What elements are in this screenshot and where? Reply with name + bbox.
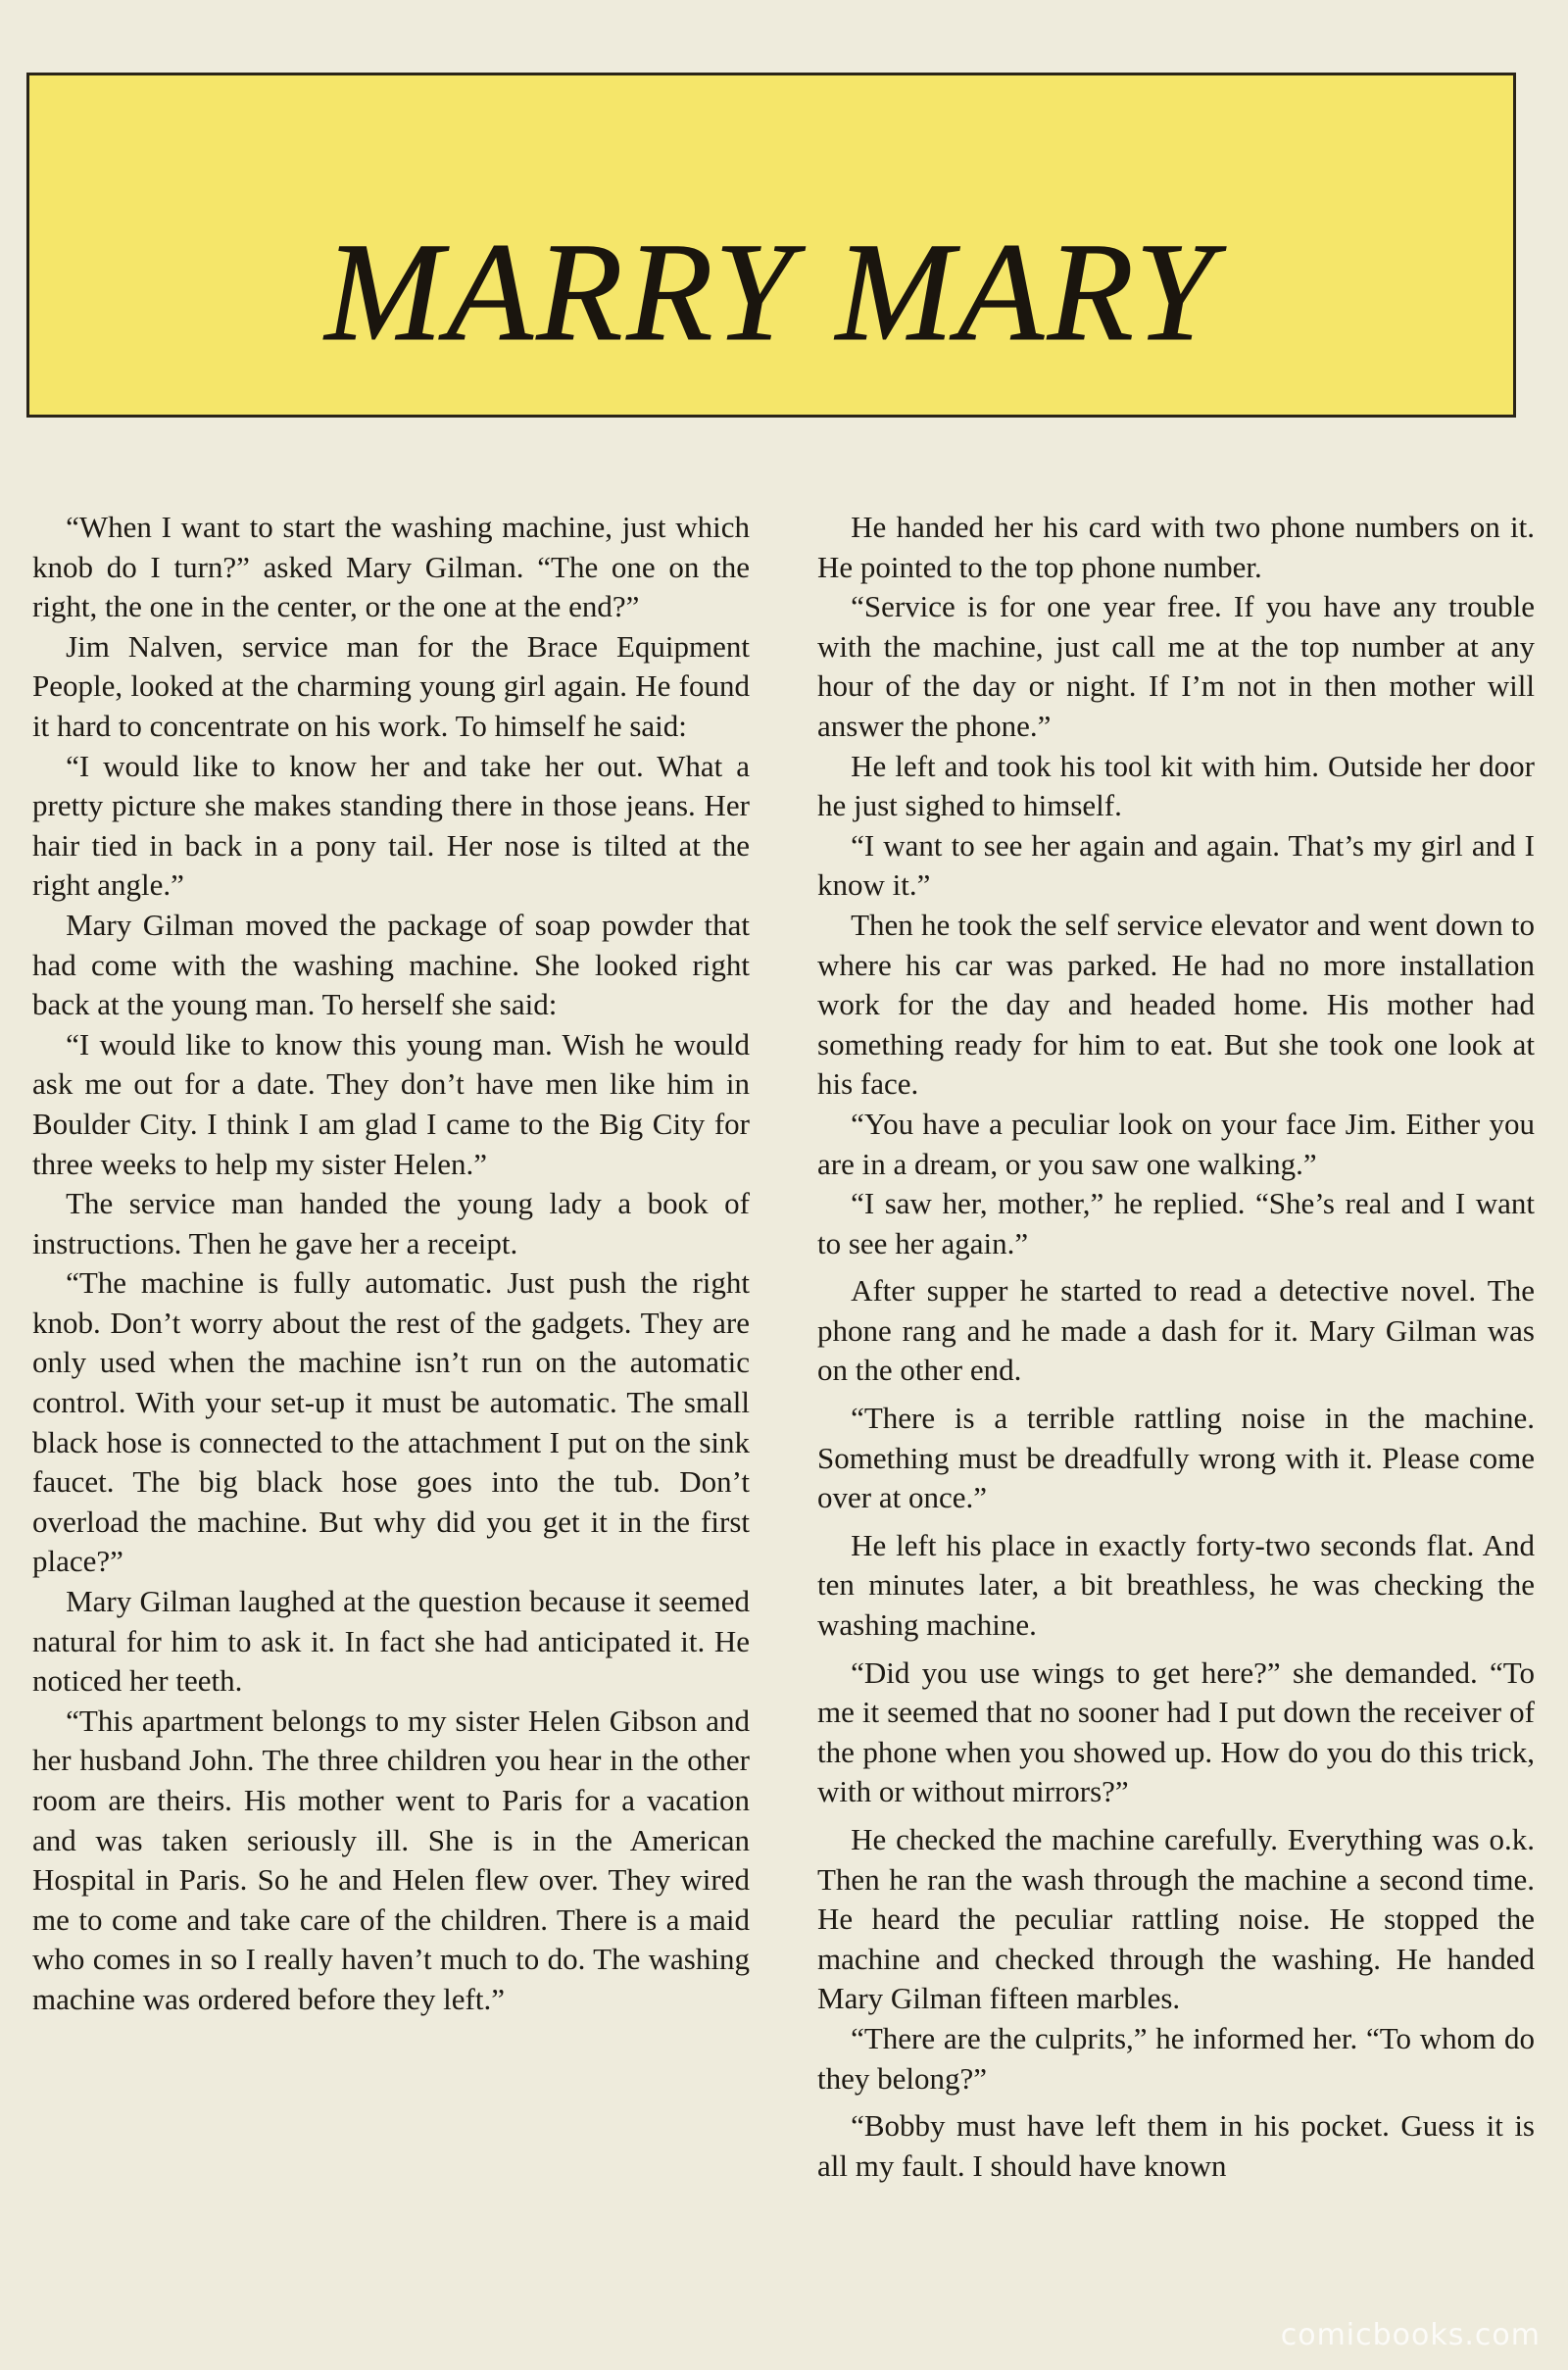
paragraph: Mary Gilman moved the package of soap powder that had come with the washing machine. She looked right back at the young man. To herself she said: — [32, 907, 750, 1022]
paragraph: “I would like to know her and take her out. What a pretty picture she makes standing there in those jeans. Her hair tied in back in a pony tail. Her nose is tilted at the right angle.” — [32, 748, 750, 903]
paragraph: He handed her his card with two phone numbers on it. He pointed to the top phone number. — [817, 510, 1535, 584]
paragraph: He left and took his tool kit with him. Outside her door he just sighed to himself. — [817, 748, 1535, 823]
paragraph: “I want to see her again and again. That’s my girl and I know it.” — [817, 827, 1535, 903]
paragraph: He checked the machine carefully. Everything was o.k. Then he ran the wash through the machine a second time. He heard the peculiar rattling noise. He stopped the machine and checked through the washing. He handed Mary Gilman fifteen marbles. — [817, 1822, 1535, 2016]
paragraph: Then he took the self service elevator and went down to where his car was parked. He had no more installation work for the day and headed home. His mother had something ready for him to eat. But she took one look at his face. — [817, 907, 1535, 1102]
paragraph: “There is a terrible rattling noise in the machine. Something must be dreadfully wrong with it. Please come over at once.” — [817, 1401, 1535, 1515]
watermark: comicbooks.com — [1280, 2318, 1541, 2352]
paragraph: Mary Gilman laughed at the question because it seemed natural for him to ask it. In fact she had anticipated it. He noticed her teeth. — [32, 1584, 750, 1699]
paragraph: “Bobby must have left them in his pocket. Guess it is all my fault. I should have known — [817, 2108, 1535, 2183]
paragraph: The service man handed the young lady a book of instructions. Then he gave her a receipt. — [32, 1186, 750, 1260]
paragraph: He left his place in exactly forty-two seconds flat. And ten minutes later, a bit breathless, he was checking the washing machine. — [817, 1527, 1535, 1643]
title-banner — [26, 73, 1516, 418]
paragraph: “I would like to know this young man. Wish he would ask me out for a date. They don’t have men like him in Boulder City. I think I am glad I came to the Big City for three weeks to help my sister Helen.” — [32, 1026, 750, 1181]
paragraph: “Service is for one year free. If you have any trouble with the machine, just call me at the top number at any hour of the day or night. If I’m not in then mother will answer the phone.” — [817, 589, 1535, 743]
left-text-column — [32, 508, 750, 2020]
paragraph: “You have a peculiar look on your face Jim. Either you are in a dream, or you saw one walking.” — [817, 1106, 1535, 1181]
paragraph: “When I want to start the washing machine, just which knob do I turn?” asked Mary Gilman. “The one on the right, the one in the center, or the one at the end?” — [32, 510, 750, 624]
story-title: MARRY MARY — [324, 215, 1218, 370]
paragraph: “There are the culprits,” he informed her. “To whom do they belong?” — [817, 2020, 1535, 2096]
paragraph: “This apartment belongs to my sister Helen Gibson and her husband John. The three children you hear in the other room are theirs. His mother went to Paris for a vacation and was taken seriously ill. She is in the American Hospital in Paris. So he and Helen flew over. They wired me to come and take care of the children. There is a maid who comes in so I really haven’t much to do. The washing machine was ordered before they left.” — [32, 1703, 750, 2016]
paragraph: Jim Nalven, service man for the Brace Equipment People, looked at the charming young girl again. He found it hard to concentrate on his work. To himself he said: — [32, 628, 750, 743]
right-text-column — [817, 508, 1535, 2186]
paragraph: After supper he started to read a detective novel. The phone rang and he made a dash for it. Mary Gilman was on the other end. — [817, 1273, 1535, 1388]
paragraph: “I saw her, mother,” he replied. “She’s real and I want to see her again.” — [817, 1186, 1535, 1260]
paragraph: “Did you use wings to get here?” she demanded. “To me it seemed that no sooner had I put down the receiver of the phone when you showed up. How do you do this trick, with or without mirrors?” — [817, 1654, 1535, 1809]
paragraph: “The machine is fully automatic. Just push the right knob. Don’t worry about the rest of the gadgets. They are only used when the machine isn’t run on the automatic control. With your set-up it must be automatic. The small black hose is connected to the attachment I put on the sink faucet. The big black hose goes into the tub. Don’t overload the machine. But why did you get it in the first place?” — [32, 1265, 750, 1579]
